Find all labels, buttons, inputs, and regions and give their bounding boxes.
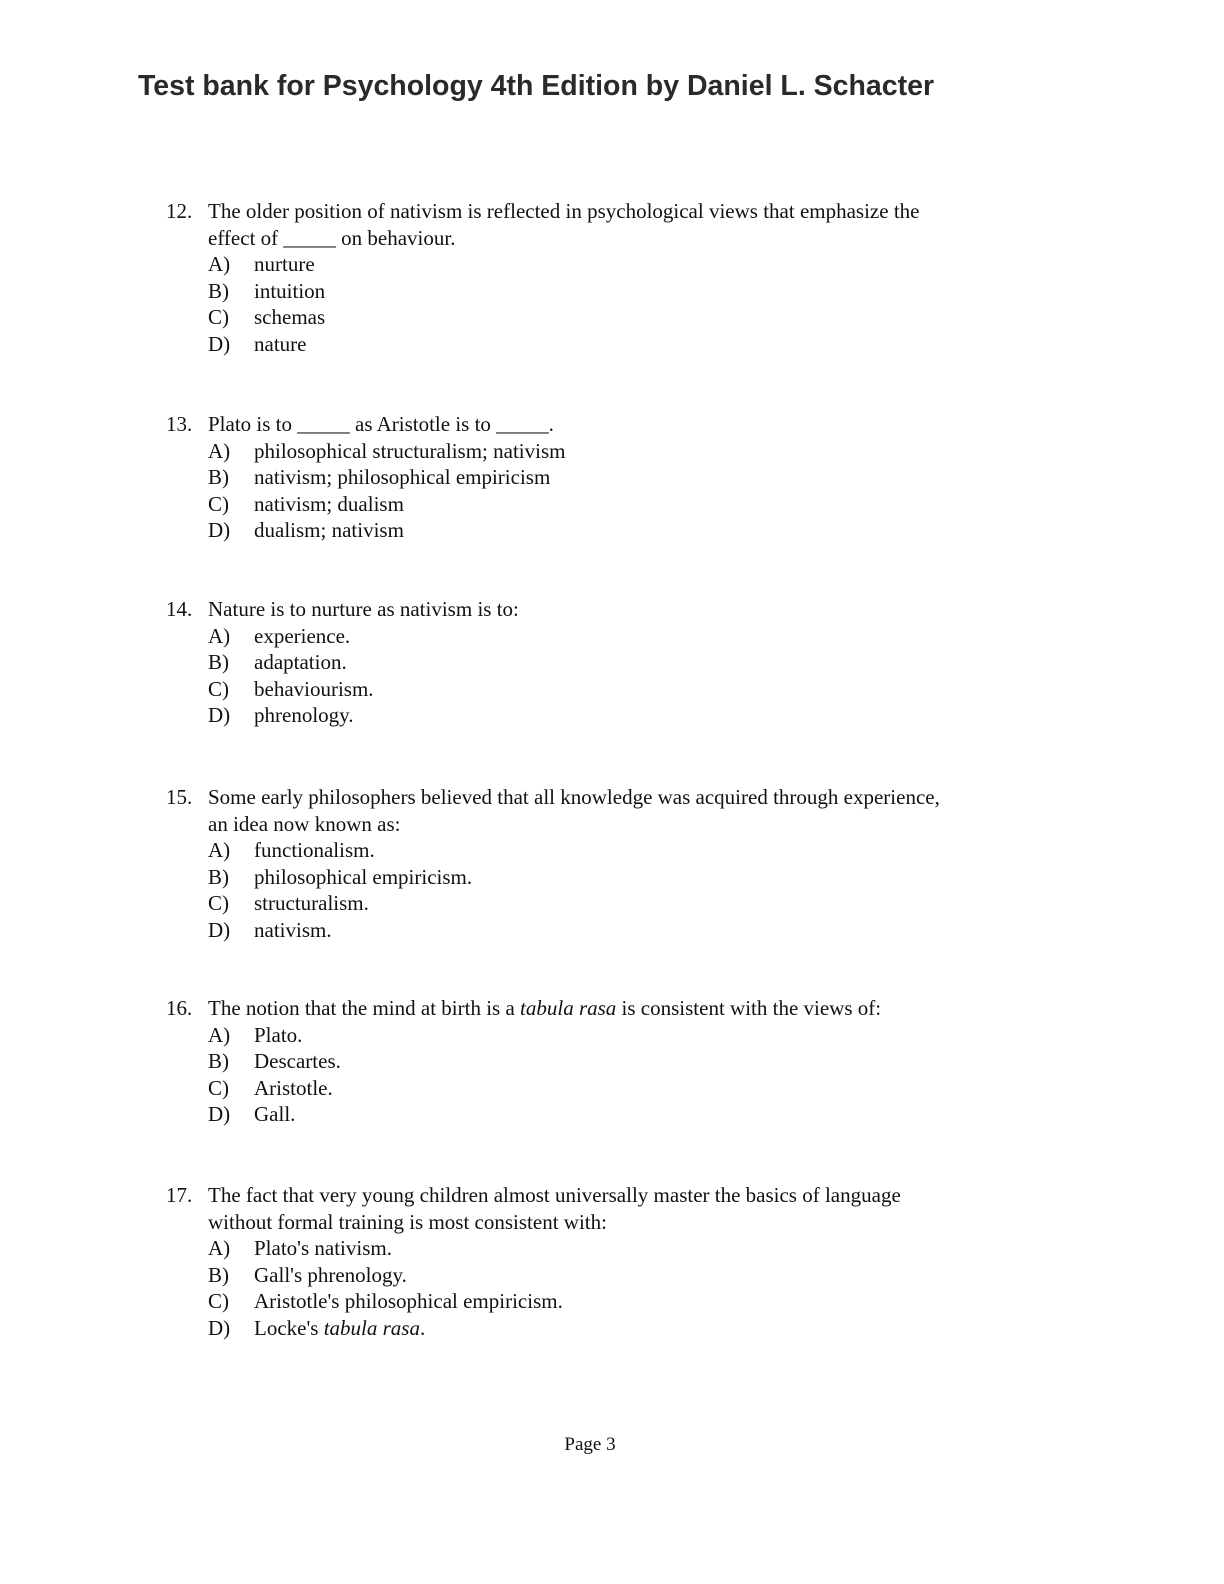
question-stem: Plato is to _____ as Aristotle is to _____. bbox=[208, 412, 554, 436]
option-text: Descartes. bbox=[254, 1049, 341, 1073]
option-text: intuition bbox=[254, 278, 326, 303]
option-text: phrenology. bbox=[254, 703, 354, 727]
option-text: philosophical structuralism; nativism bbox=[254, 438, 566, 463]
question-number: 17. bbox=[166, 1183, 193, 1207]
option-text bbox=[254, 1315, 425, 1342]
question-12 bbox=[166, 198, 1046, 357]
question-17 bbox=[166, 1182, 1046, 1341]
option-letter: A) bbox=[208, 838, 231, 862]
question-stem-line: effect of _____ on behaviour. bbox=[208, 225, 456, 250]
option-text: nativism. bbox=[254, 917, 332, 942]
question-stem-line: an idea now known as: bbox=[208, 811, 401, 836]
option-letter: B) bbox=[208, 1262, 229, 1287]
answer-option-b bbox=[166, 464, 1046, 491]
option-letter: B) bbox=[208, 864, 229, 889]
option-text: experience. bbox=[254, 623, 351, 648]
option-letter: B) bbox=[208, 1049, 229, 1073]
option-text: structuralism. bbox=[254, 891, 369, 915]
answer-option-a bbox=[166, 1235, 1046, 1262]
question-stem-part: is consistent with the views of: bbox=[616, 996, 882, 1020]
option-text: nurture bbox=[254, 252, 315, 276]
question-stem bbox=[208, 1182, 1046, 1235]
question-13 bbox=[166, 411, 1046, 544]
answer-option-a bbox=[166, 251, 1046, 278]
option-letter: C) bbox=[208, 305, 229, 329]
question-stem-line: The fact that very young children almost universally master the basics of language bbox=[208, 1183, 901, 1207]
option-letter: A) bbox=[208, 623, 231, 648]
question-15 bbox=[166, 784, 1046, 943]
page-title: Test bank for Psychology 4th Edition by Daniel L. Schacter bbox=[138, 70, 935, 102]
answer-option-d bbox=[166, 517, 1046, 544]
answer-option-a bbox=[166, 837, 1046, 864]
question-stem bbox=[208, 995, 1046, 1022]
option-letter: D) bbox=[208, 518, 231, 542]
option-letter: C) bbox=[208, 891, 229, 915]
option-letter: D) bbox=[208, 1315, 231, 1340]
answer-option-d bbox=[166, 1101, 1046, 1128]
option-letter: B) bbox=[208, 465, 229, 489]
question-stem-line: The older position of nativism is reflected in psychological views that emphasize the bbox=[208, 199, 920, 223]
option-text-part: Locke's bbox=[254, 1315, 324, 1340]
question-stem bbox=[208, 784, 1046, 837]
option-text: nativism; philosophical empiricism bbox=[254, 465, 551, 489]
answer-option-b bbox=[166, 1262, 1046, 1289]
question-number: 14. bbox=[166, 597, 193, 621]
question-14 bbox=[166, 596, 1046, 729]
answer-option-b bbox=[166, 649, 1046, 676]
question-stem-part: The notion that the mind at birth is a bbox=[208, 996, 521, 1020]
answer-option-d bbox=[166, 702, 1046, 729]
option-text: schemas bbox=[254, 305, 326, 329]
option-letter: A) bbox=[208, 252, 231, 276]
option-text: Plato's nativism. bbox=[254, 1236, 392, 1260]
option-text: Gall's phrenology. bbox=[254, 1262, 407, 1287]
option-text: behaviourism. bbox=[254, 676, 374, 701]
question-number: 15. bbox=[166, 785, 193, 809]
option-text: adaptation. bbox=[254, 650, 347, 674]
option-text: dualism; nativism bbox=[254, 518, 404, 542]
answer-option-c bbox=[166, 1288, 1046, 1315]
option-text: Gall. bbox=[254, 1102, 296, 1126]
answer-option-a bbox=[166, 438, 1046, 465]
question-number: 13. bbox=[166, 412, 193, 436]
option-letter: C) bbox=[208, 1075, 229, 1100]
option-letter: B) bbox=[208, 278, 229, 303]
option-text: functionalism. bbox=[254, 838, 375, 862]
answer-option-c bbox=[166, 1075, 1046, 1102]
answer-option-c bbox=[166, 890, 1046, 917]
option-text: philosophical empiricism. bbox=[254, 864, 473, 889]
option-text: Aristotle's philosophical empiricism. bbox=[254, 1289, 563, 1313]
option-text: Aristotle. bbox=[254, 1075, 333, 1100]
answer-option-b bbox=[166, 278, 1046, 305]
answer-option-c bbox=[166, 304, 1046, 331]
answer-option-d bbox=[166, 331, 1046, 358]
option-letter: A) bbox=[208, 438, 231, 463]
option-text: nature bbox=[254, 331, 307, 356]
option-letter: D) bbox=[208, 703, 231, 727]
option-letter: B) bbox=[208, 650, 229, 674]
answer-option-c bbox=[166, 491, 1046, 518]
page-number: Page 3 bbox=[564, 1434, 616, 1455]
question-16 bbox=[166, 995, 1046, 1128]
option-letter: C) bbox=[208, 1289, 229, 1313]
option-letter: A) bbox=[208, 1236, 231, 1260]
question-number: 16. bbox=[166, 996, 193, 1020]
option-letter: D) bbox=[208, 1102, 231, 1126]
answer-option-d bbox=[166, 1315, 1046, 1342]
answer-option-d bbox=[166, 917, 1046, 944]
answer-option-c bbox=[166, 676, 1046, 703]
option-letter: D) bbox=[208, 331, 231, 356]
answer-option-a bbox=[166, 1022, 1046, 1049]
option-text: Plato. bbox=[254, 1022, 303, 1047]
option-text: nativism; dualism bbox=[254, 491, 404, 516]
answer-option-a bbox=[166, 623, 1046, 650]
question-stem bbox=[208, 198, 1046, 251]
question-number: 12. bbox=[166, 199, 193, 223]
answer-option-b bbox=[166, 1048, 1046, 1075]
question-stem-line: Some early philosophers believed that all knowledge was acquired through experience, bbox=[208, 785, 940, 809]
option-letter: A) bbox=[208, 1022, 231, 1047]
option-text-part: . bbox=[419, 1315, 426, 1340]
option-letter: D) bbox=[208, 917, 231, 942]
option-letter: C) bbox=[208, 676, 229, 701]
option-text-italic: tabula rasa bbox=[323, 1315, 420, 1340]
question-stem: Nature is to nurture as nativism is to: bbox=[208, 597, 519, 621]
question-stem-italic: tabula rasa bbox=[520, 996, 617, 1020]
answer-option-b bbox=[166, 864, 1046, 891]
option-letter: C) bbox=[208, 491, 229, 516]
question-stem-line: without formal training is most consistent with: bbox=[208, 1209, 607, 1234]
